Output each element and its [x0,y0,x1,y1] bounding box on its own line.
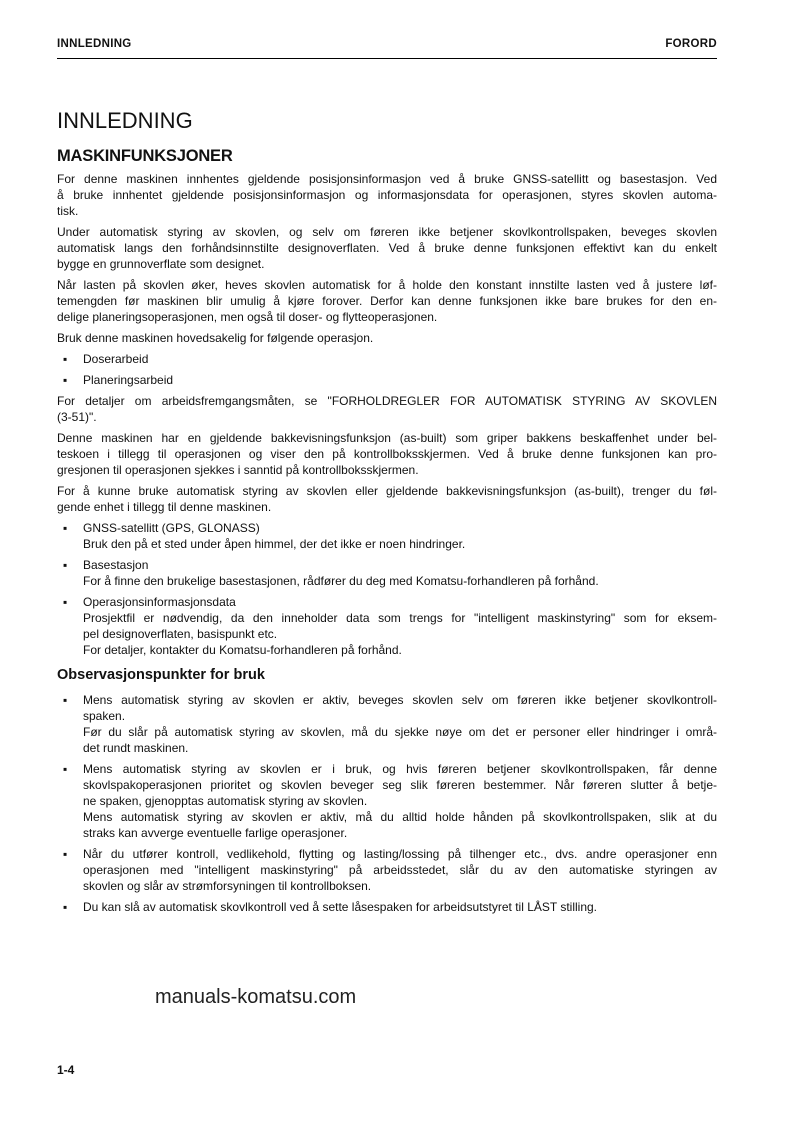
paragraph [57,330,717,346]
text-line: Operasjonsinformasjonsdata [83,595,236,609]
text-line: Når du utfører kontroll, vedlikehold, flytting og lasting/lossing på tilhenger etc., dvs. andre operasjoner enn [83,847,717,861]
text-line: spaken. [83,709,126,723]
section-heading: MASKINFUNKSJONER [57,147,233,165]
text-line: operasjonen med "intelligent maskinstyring" på arbeidsstedet, slår du av den automatiske styringen av [83,863,717,877]
text-block [83,372,717,388]
bullet-item [57,520,717,552]
paragraph [57,483,717,515]
paragraph [57,393,717,425]
text-line: For detaljer, kontakter du Komatsu-forhandleren på forhånd. [83,643,402,657]
bullet-icon: ▪ [63,373,68,387]
bullet-item [57,557,717,589]
text-block [83,724,717,756]
bullet-item [57,692,717,756]
text-block [57,277,717,325]
text-block [57,171,717,219]
header-section-left: INNLEDNING [57,38,132,50]
text-line: bygge en grunnoverflate som designet. [57,257,265,271]
text-block [83,809,717,841]
text-block [57,483,717,515]
bullet-item [57,594,717,658]
bullet-icon: ▪ [63,693,68,707]
text-line: Når lasten på skovlen øker, heves skovlen automatisk for å holde den konstant innstilte lasten ved å justere løf- [57,278,717,292]
bullet-item [57,761,717,841]
text-line: (3-51)". [57,410,97,424]
page-number: 1-4 [57,1063,75,1077]
text-block [57,430,717,478]
text-line: Doserarbeid [83,352,149,366]
text-block [83,594,717,610]
text-line: temengden før maskinen blir umulig å kjøre forover. Derfor kan denne funksjonen ikke bare brukes for den en- [57,294,717,308]
bullet-icon: ▪ [63,900,68,914]
text-block [83,351,717,367]
text-line: Prosjektfil er nødvendig, da den inneholder data som trengs for "intelligent maskinstyring" som for eksem- [83,611,717,625]
paragraph [57,224,717,272]
text-line: å bruke innhentet gjeldende posisjonsinformasjon og informasjonsdata for operasjonen, styres skovlen automa- [57,188,717,202]
text-line: Før du slår på automatisk styring av skovlen, må du sjekke nøye om det er personer eller hindringer i områ- [83,725,717,739]
bullet-item [57,846,717,894]
text-block [83,520,717,536]
bullet-item [57,351,717,367]
watermark: manuals-komatsu.com [155,986,357,1008]
text-line: Bruk denne maskinen hovedsakelig for følgende operasjon. [57,331,374,345]
text-line: pel designoverflaten, basispunkt etc. [83,627,278,641]
text-line: GNSS-satellitt (GPS, GLONASS) [83,521,260,535]
bullet-icon: ▪ [63,595,68,609]
text-line: For detaljer om arbeidsfremgangsmåten, se "FORHOLDREGLER FOR AUTOMATISK STYRING AV SKOVLEN [57,394,717,408]
page-title: INNLEDNING [57,108,193,133]
text-block [83,846,717,894]
bullet-item [57,899,717,915]
text-line: straks kan avverge eventuelle farlige operasjoner. [83,826,348,840]
header-section-right: FORORD [665,38,717,50]
text-line: Bruk den på et sted under åpen himmel, der det ikke er noen hindringer. [83,537,466,551]
text-block [83,899,717,915]
text-block [57,393,717,425]
text-line: gende enhet i tillegg til denne maskinen. [57,500,272,514]
text-line: Mens automatisk styring av skovlen er aktiv, beveges skovlen selv om føreren ikke betjener skovlkontroll- [83,693,717,707]
text-line: skovlspakoperasjonen prioritet og skovlen beveger seg slik føreren bestemmer. Når føreren slutter å betje- [83,778,717,792]
text-line: delige planeringsoperasjonen, men også til doser- og flytteoperasjonen. [57,310,438,324]
text-line: Du kan slå av automatisk skovlkontroll ved å sette låsespaken for arbeidsutstyret til LÅST stilling. [83,900,598,914]
text-block [83,557,717,573]
text-line: Mens automatisk styring av skovlen er aktiv, må du alltid holde hånden på skovlkontrollspaken, slik at du [83,810,717,824]
text-line: teskoen i tillegg til operasjonen og viser den på kontrollboksskjermen. Ved å bruke denne funksjonen kan pro- [57,447,717,461]
paragraph [57,430,717,478]
text-block [83,536,717,552]
bullet-icon: ▪ [63,847,68,861]
page-header [57,38,717,59]
text-line: tisk. [57,204,79,218]
text-line: Basestasjon [83,558,149,572]
paragraph [57,277,717,325]
text-line: gresjonen til operasjonen sjekkes i sanntid på kontrollboksskjermen. [57,463,419,477]
subsection-heading: Observasjonspunkter for bruk [57,667,265,683]
text-block [57,224,717,272]
text-line: Planeringsarbeid [83,373,174,387]
text-block [83,610,717,642]
paragraph [57,171,717,219]
text-block [83,692,717,724]
text-block [83,642,717,658]
text-line: ne spaken, gjenopptas automatisk styring av skovlen. [83,794,368,808]
text-line: Mens automatisk styring av skovlen er i bruk, og hvis føreren betjener skovlkontrollspaken, får denne [83,762,717,776]
text-line: Denne maskinen har en gjeldende bakkevisningsfunksjon (as-built) som griper bakkens beskaffenhet under bel- [57,431,717,445]
text-line: For denne maskinen innhentes gjeldende posisjonsinformasjon ved å bruke GNSS-satellitt og basestasjon. Ved [57,172,717,186]
bullet-item [57,372,717,388]
bullet-icon: ▪ [63,521,68,535]
text-block [83,573,717,589]
text-line: For å kunne bruke automatisk styring av skovlen eller gjeldende bakkevisningsfunksjon (as-built), trenger du føl- [57,484,717,498]
text-line: skovlen og slår av strømforsyningen til kontrollboksen. [83,879,372,893]
bullet-icon: ▪ [63,558,68,572]
text-line: det rundt maskinen. [83,741,189,755]
text-block [57,330,717,346]
bullet-icon: ▪ [63,762,68,776]
text-line: Under automatisk styring av skovlen, og selv om føreren ikke betjener skovlkontrollspaken, beveges skovlen [57,225,717,239]
text-block [83,761,717,809]
text-line: For å finne den brukelige basestasjonen, rådfører du deg med Komatsu-forhandleren på forhånd. [83,574,599,588]
text-line: automatisk langs den forhåndsinnstilte designoverflaten. Ved å bruke denne funksjonen effektivt kan du enkelt [57,241,717,255]
bullet-icon: ▪ [63,352,68,366]
document-body [57,145,717,920]
